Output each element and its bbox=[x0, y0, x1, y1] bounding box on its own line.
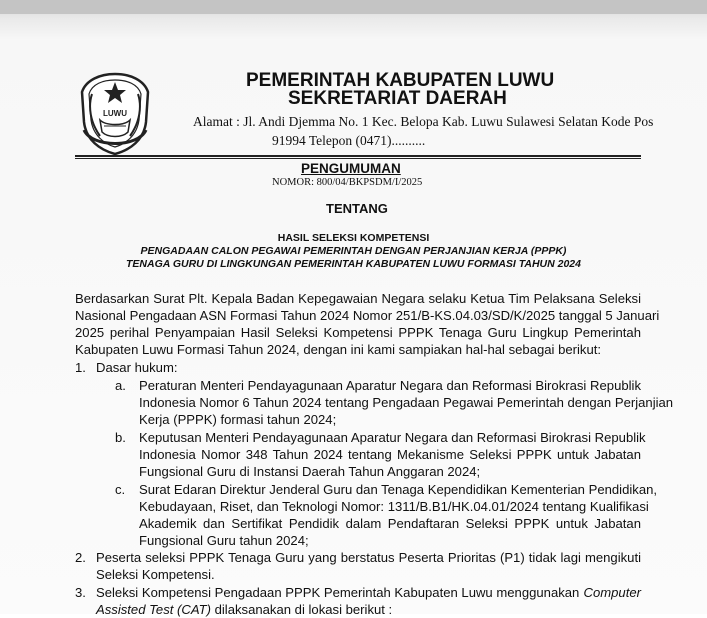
subject-line-2: PENGADAAN CALON PEGAWAI PEMERINTAH DENGAN PERJANJIAN KERJA (PPPK) bbox=[140, 245, 567, 257]
subject-line-3: TENAGA GURU DI LINGKUNGAN PEMERINTAH KABUPATEN LUWU FORMASI TAHUN 2024 bbox=[125, 258, 581, 270]
item-3-line-2-text: dilaksanakan di lokasi berikut : bbox=[210, 602, 393, 617]
item-1-text: Dasar hukum: bbox=[96, 360, 178, 375]
announcement-number: NOMOR: 800/04/BKPSDM/I/2025 bbox=[272, 177, 423, 188]
address-line-1: Alamat : Jl. Andi Djemma No. 1 Kec. Belopa Kab. Luwu Sulawesi Selatan Kode Pos bbox=[193, 114, 654, 129]
item-1c-line-2: Kebudayaan, Riset, dan Teknologi Nomor: 1311/B.B1/HK.04.01/2024 tentang Kualifikasi bbox=[139, 499, 649, 514]
subject-line-1: HASIL SELEKSI KOMPETENSI bbox=[277, 232, 430, 244]
item-1a-line-2: Indonesia Nomor 6 Tahun 2024 tentang Pengadaan Pegawai Pemerintah dengan Perjanjian bbox=[139, 395, 674, 410]
intro-line-1: Berdasarkan Surat Plt. Kepala Badan Kepegawaian Negara selaku Ketua Tim Pelaksana Seleksi bbox=[75, 291, 641, 306]
intro-line-4: Kabupaten Luwu Formasi Tahun 2024, dengan ini kami sampiakan hal-hal sebagai berikut: bbox=[75, 342, 602, 357]
item-1a-line-3: Kerja (PPPK) formasi tahun 2024; bbox=[139, 412, 337, 427]
item-1b-marker: b. bbox=[115, 430, 126, 445]
letterhead-rule-thick bbox=[75, 155, 641, 157]
item-3-line-1-text: Seleksi Kompetensi Pengadaan PPPK Pemerintah Kabupaten Luwu menggunakan bbox=[96, 585, 580, 600]
top-shadow bbox=[0, 0, 707, 14]
item-3-number: 3. bbox=[75, 585, 86, 600]
item-2-line-2: Seleksi Kompetensi. bbox=[96, 567, 215, 582]
item-1c-line-1: Surat Edaran Direktur Jenderal Guru dan Tenaga Kependidikan Kementerian Pendidikan, bbox=[139, 482, 658, 497]
item-1a-marker: a. bbox=[115, 378, 126, 393]
intro-line-2: Nasional Pengadaan ASN Formasi Tahun 2024 Nomor 251/B-KS.04.03/SD/K/2025 tanggal 5 Januari bbox=[75, 308, 660, 323]
item-1b-line-2: Indonesia Nomor 348 Tahun 2024 tentang Mekanisme Seleksi PPPK untuk Jabatan bbox=[139, 447, 641, 462]
item-3-line-2-italic: Assisted Test (CAT) bbox=[96, 602, 211, 617]
about-heading: TENTANG bbox=[326, 201, 388, 216]
item-1c-line-3: Akademik dan Sertifikat Pendidik dalam Pendaftaran Seleksi PPPK untuk Jabatan bbox=[139, 516, 641, 531]
item-1a-line-1: Peraturan Menteri Pendayagunaan Aparatur Negara dan Reformasi Birokrasi Republik bbox=[139, 378, 641, 393]
luwu-emblem-logo bbox=[78, 70, 152, 156]
government-name: PEMERINTAH KABUPATEN LUWU bbox=[246, 70, 555, 91]
item-2-line-1: Peserta seleksi PPPK Tenaga Guru yang berstatus Peserta Prioritas (P1) tidak lagi mengikuti bbox=[96, 550, 641, 565]
logo-text: LUWU bbox=[103, 109, 127, 118]
item-1c-marker: c. bbox=[115, 482, 126, 497]
item-1b-line-3: Fungsional Guru di Instansi Daerah Tahun Anggaran 2024; bbox=[139, 464, 481, 479]
item-1b-line-1: Keputusan Menteri Pendayagunaan Aparatur Negara dan Reformasi Birokrasi Republik bbox=[139, 430, 646, 445]
secretariat-name: SEKRETARIAT DAERAH bbox=[288, 88, 507, 109]
item-1c-line-4: Fungsional Guru tahun 2024; bbox=[139, 533, 309, 548]
item-3-line-1 bbox=[96, 585, 641, 601]
address-line-2: 91994 Telepon (0471).......... bbox=[272, 133, 426, 148]
item-3-line-2 bbox=[96, 602, 392, 618]
item-2-number: 2. bbox=[75, 550, 86, 565]
item-1-number: 1. bbox=[75, 360, 86, 375]
letterhead-rule-thin bbox=[75, 158, 641, 159]
item-3-line-1-italic: Computer bbox=[583, 585, 641, 600]
intro-line-3: 2025 perihal Penyampaian Hasil Seleksi Kompetensi PPPK Tenaga Guru Lingkup Pemerintah bbox=[75, 325, 641, 340]
announcement-title: PENGUMUMAN bbox=[301, 161, 401, 176]
